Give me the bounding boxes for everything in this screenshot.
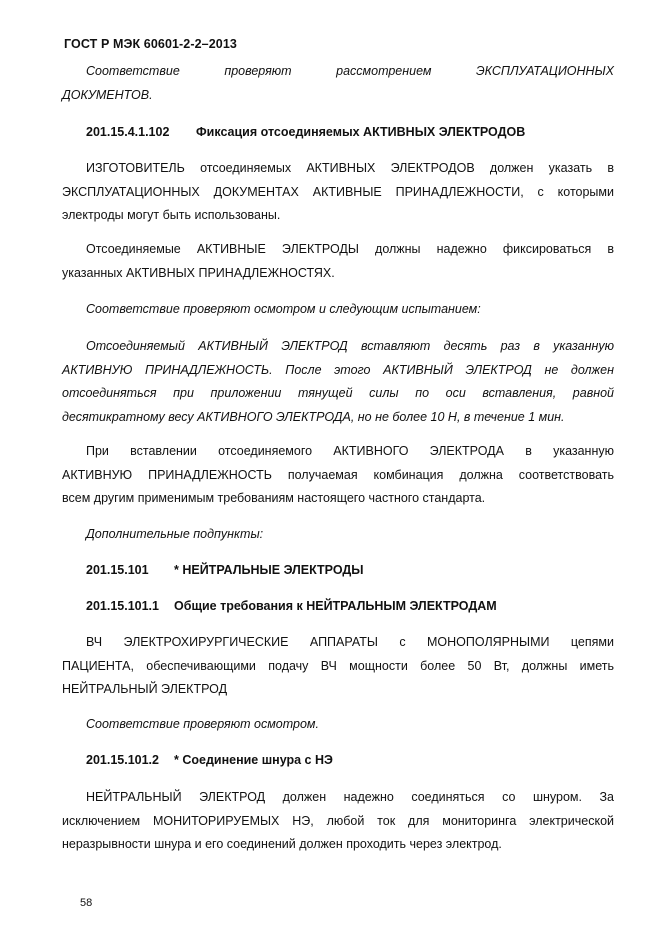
text-line: указанных АКТИВНЫХ ПРИНАДЛЕЖНОСТЯХ. (62, 265, 335, 280)
section-heading-201-15-4-1-102 (86, 125, 525, 139)
text-line: ДОКУМЕНТОВ. (62, 87, 153, 102)
paragraph-fixation (62, 238, 614, 285)
text-line: НЕЙТРАЛЬНЫЙ ЭЛЕКТРОД должен надежно соединяться со шнуром. За (86, 790, 614, 804)
text-line: ВЧ ЭЛЕКТРОХИРУРГИЧЕСКИЕ АППАРАТЫ с МОНОПОЛЯРНЫМИ цепями (86, 635, 614, 649)
paragraph-combination (62, 440, 614, 511)
paragraph-neutral-electrode-cord (62, 786, 614, 857)
paragraph-test-procedure (62, 335, 614, 429)
paragraph-hf-apparatus (62, 631, 614, 702)
paragraph-additional-subclauses (62, 523, 614, 547)
paragraph-compliance-test (62, 298, 614, 322)
text-line: Соответствие проверяют осмотром. (86, 717, 319, 731)
section-heading-201-15-101-2 (86, 753, 333, 767)
text-line: НЕЙТРАЛЬНЫЙ ЭЛЕКТРОД (62, 682, 228, 696)
text-line: Дополнительные подпункты: (86, 527, 264, 541)
text-line: Отсоединяемый АКТИВНЫЙ ЭЛЕКТРОД вставляют десять раз в указанную (86, 339, 614, 353)
paragraph-manufacturer (62, 157, 614, 228)
page-number: 58 (80, 897, 93, 909)
section-number: 201.15.4.1.102 (86, 125, 170, 139)
text-line: АКТИВНУЮ ПРИНАДЛЕЖНОСТЬ. После этого АКТИВНЫЙ ЭЛЕКТРОД не должен (62, 362, 614, 377)
section-number: 201.15.101.2 (86, 753, 159, 767)
section-heading-201-15-101 (86, 563, 364, 577)
document-header: ГОСТ Р МЭК 60601-2-2–2013 (64, 37, 237, 51)
paragraph-compliance-inspection (62, 713, 614, 737)
section-title: * Соединение шнура с НЭ (174, 753, 333, 767)
section-number: 201.15.101.1 (86, 599, 159, 613)
section-number: 201.15.101 (86, 563, 149, 577)
text-line: Соответствие проверяют рассмотрением ЭКСПЛУАТАЦИОННЫХ (86, 64, 614, 78)
section-heading-201-15-101-1 (86, 599, 497, 613)
text-line: десятикратному весу АКТИВНОГО ЭЛЕКТРОДА, но не более 10 Н, в течение 1 мин. (62, 409, 565, 424)
text-line: неразрывности шнура и его соединений должен проходить через электрод. (62, 837, 502, 851)
text-line: электроды могут быть использованы. (62, 208, 281, 222)
section-title: Фиксация отсоединяемых АКТИВНЫХ ЭЛЕКТРОДОВ (196, 125, 526, 139)
text-line: всем другим применимым требованиям настоящего частного стандарта. (62, 491, 486, 505)
text-line: исключением МОНИТОРИРУЕМЫХ НЭ, любой ток для мониторинга электрической (62, 813, 614, 828)
paragraph-compliance-docs (62, 60, 614, 107)
text-line: При вставлении отсоединяемого АКТИВНОГО ЭЛЕКТРОДА в указанную (86, 444, 614, 458)
text-line: ПАЦИЕНТА, обеспечивающими подачу ВЧ мощности более 50 Вт, должны иметь (62, 658, 614, 673)
section-title: Общие требования к НЕЙТРАЛЬНЫМ ЭЛЕКТРОДАМ (174, 599, 497, 613)
text-line: ИЗГОТОВИТЕЛЬ отсоединяемых АКТИВНЫХ ЭЛЕКТРОДОВ должен указать в (86, 161, 614, 175)
section-title: * НЕЙТРАЛЬНЫЕ ЭЛЕКТРОДЫ (174, 563, 364, 577)
text-line: АКТИВНУЮ ПРИНАДЛЕЖНОСТЬ получаемая комбинация должна соответствовать (62, 467, 614, 482)
text-line: ЭКСПЛУАТАЦИОННЫХ ДОКУМЕНТАХ АКТИВНЫЕ ПРИНАДЛЕЖНОСТИ, с которыми (62, 184, 614, 199)
text-line: Соответствие проверяют осмотром и следующим испытанием: (86, 302, 481, 316)
text-line: Отсоединяемые АКТИВНЫЕ ЭЛЕКТРОДЫ должны надежно фиксироваться в (86, 242, 614, 256)
text-line: отсоединяться при приложении тянущей силы по оси вставления, равной (62, 386, 614, 400)
